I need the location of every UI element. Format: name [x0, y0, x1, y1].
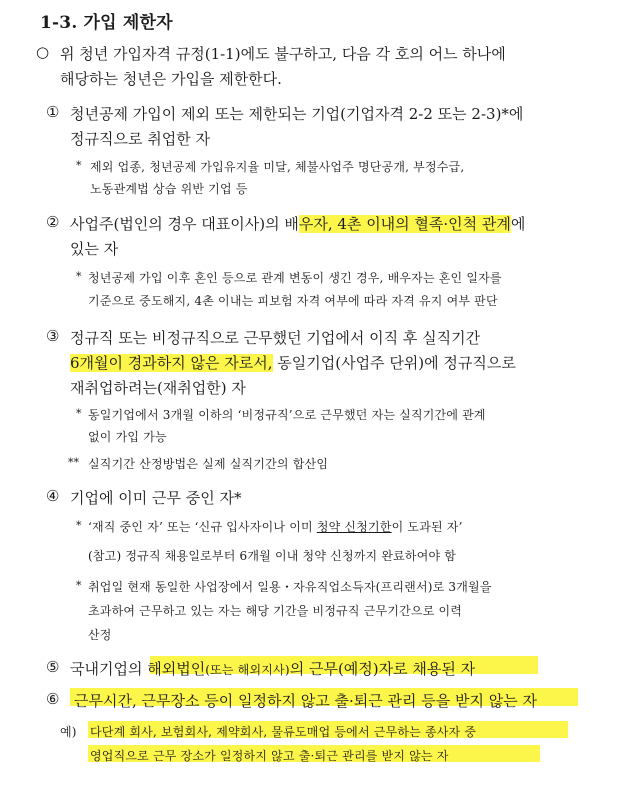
item-4-note-line-1: ‘재직 중인 자’ 또는 ‘신규 입사자이나 이미 청약 신청기한이 도과된 자’ [88, 520, 463, 534]
example-label: 예) [60, 725, 77, 739]
item-2-note-line-2: 기준으로 중도해지, 4촌 이내는 피보험 자격 여부에 따라 자격 유지 여부 판단 [88, 294, 498, 308]
item-1-line-2: 정규직으로 취업한 자 [70, 130, 210, 148]
item-4-note-mark: * [76, 519, 82, 532]
item-3-line-3: 재취업하려는(재취업한) 자 [70, 379, 246, 397]
item-5-number: ⑤ [46, 658, 60, 676]
example-line-1: 다단계 회사, 보험회사, 제약회사, 물류도매업 등에서 근무하는 종사자 중 [90, 725, 477, 739]
item-4-underlined-text: 청약 신청기한 [316, 520, 392, 534]
item-3-note3-mark: ** [68, 456, 79, 469]
item-2-highlight: 우자, 4촌 이내의 혈족·인척 관계 [298, 215, 511, 233]
section-heading: 1-3. 가입 제한자 [40, 13, 173, 33]
item-4-line-1: 기업에 이미 근무 중인 자* [70, 489, 242, 507]
item-4-number: ④ [46, 487, 60, 505]
example-line-2: 영업직으로 근무 장소가 일정하지 않고 출·퇴근 관리를 받지 않는 자 [90, 749, 449, 763]
item-4-note3-mark: * [76, 579, 82, 592]
item-3-line-1: 정규직 또는 비정규직으로 근무했던 기업에서 이직 후 실직기간 [70, 329, 481, 347]
intro-bullet: ○ [36, 43, 50, 61]
item-2-note-mark: * [76, 270, 82, 283]
item-1-number: ① [46, 103, 60, 121]
item-1-note-line-2: 노동관계법 상습 위반 기업 등 [90, 182, 248, 196]
item-1-line-1: 청년공제 가입이 제외 또는 제한되는 기업(기업자격 2-2 또는 2-3)*에 [70, 105, 524, 123]
item-6-number: ⑥ [46, 690, 60, 708]
item-1-note-line-1: 제외 업종, 청년공제 가입유지율 미달, 체불사업주 명단공개, 부정수급, [90, 160, 465, 174]
item-3-line-2: 6개월이 경과하지 않은 자로서, 동일기업(사업주 단위)에 정규직으로 [70, 354, 516, 372]
item-4-note-line-5: 산정 [88, 628, 112, 642]
item-4-note-line-4: 초과하여 근무하고 있는 자는 해당 기간을 비정규직 근무기간으로 이력 [88, 604, 463, 618]
item-2-line-1: 사업주(법인의 경우 대표이사)의 배우자, 4촌 이내의 혈족·인척 관계에 [70, 215, 526, 233]
item-4-note-line-2: (참고) 정규직 채용일로부터 6개월 이내 청약 신청까지 완료하여야 함 [88, 549, 457, 563]
item-3-note-mark: * [76, 407, 82, 420]
item-1-note-mark: * [76, 159, 82, 172]
item-6-line-1: 근무시간, 근무장소 등이 일정하지 않고 출·퇴근 관리 등을 받지 않는 자 [74, 692, 537, 710]
item-4-note-line-3: 취업일 현재 동일한 사업장에서 일용・자유직업소득자(프리랜서)로 3개월을 [88, 580, 492, 594]
intro-line-2: 해당하는 청년은 가입을 제한한다. [60, 70, 282, 88]
item-3-number: ③ [46, 327, 60, 345]
item-5-line-1: 국내기업의 해외법인(또는 해외지사)의 근무(예정)자로 채용된 자 [70, 660, 476, 678]
item-3-highlight: 6개월이 경과하지 않은 자로서, [70, 354, 273, 372]
item-2-number: ② [46, 213, 60, 231]
item-2-line-2: 있는 자 [70, 240, 119, 258]
item-3-note-line-1: 동일기업에서 3개월 이하의 ‘비정규직’으로 근무했던 자는 실직기간에 관계 [88, 408, 486, 422]
item-3-note-line-2: 없이 가입 가능 [88, 430, 167, 444]
intro-line-1: 위 청년 가입자격 규정(1-1)에도 불구하고, 다음 각 호의 어느 하나에 [60, 45, 506, 63]
item-3-note-line-3: 실직기간 산정방법은 실제 실직기간의 합산임 [88, 457, 329, 471]
item-2-note-line-1: 청년공제 가입 이후 혼인 등으로 관계 변동이 생긴 경우, 배우자는 혼인 일자를 [88, 271, 502, 285]
